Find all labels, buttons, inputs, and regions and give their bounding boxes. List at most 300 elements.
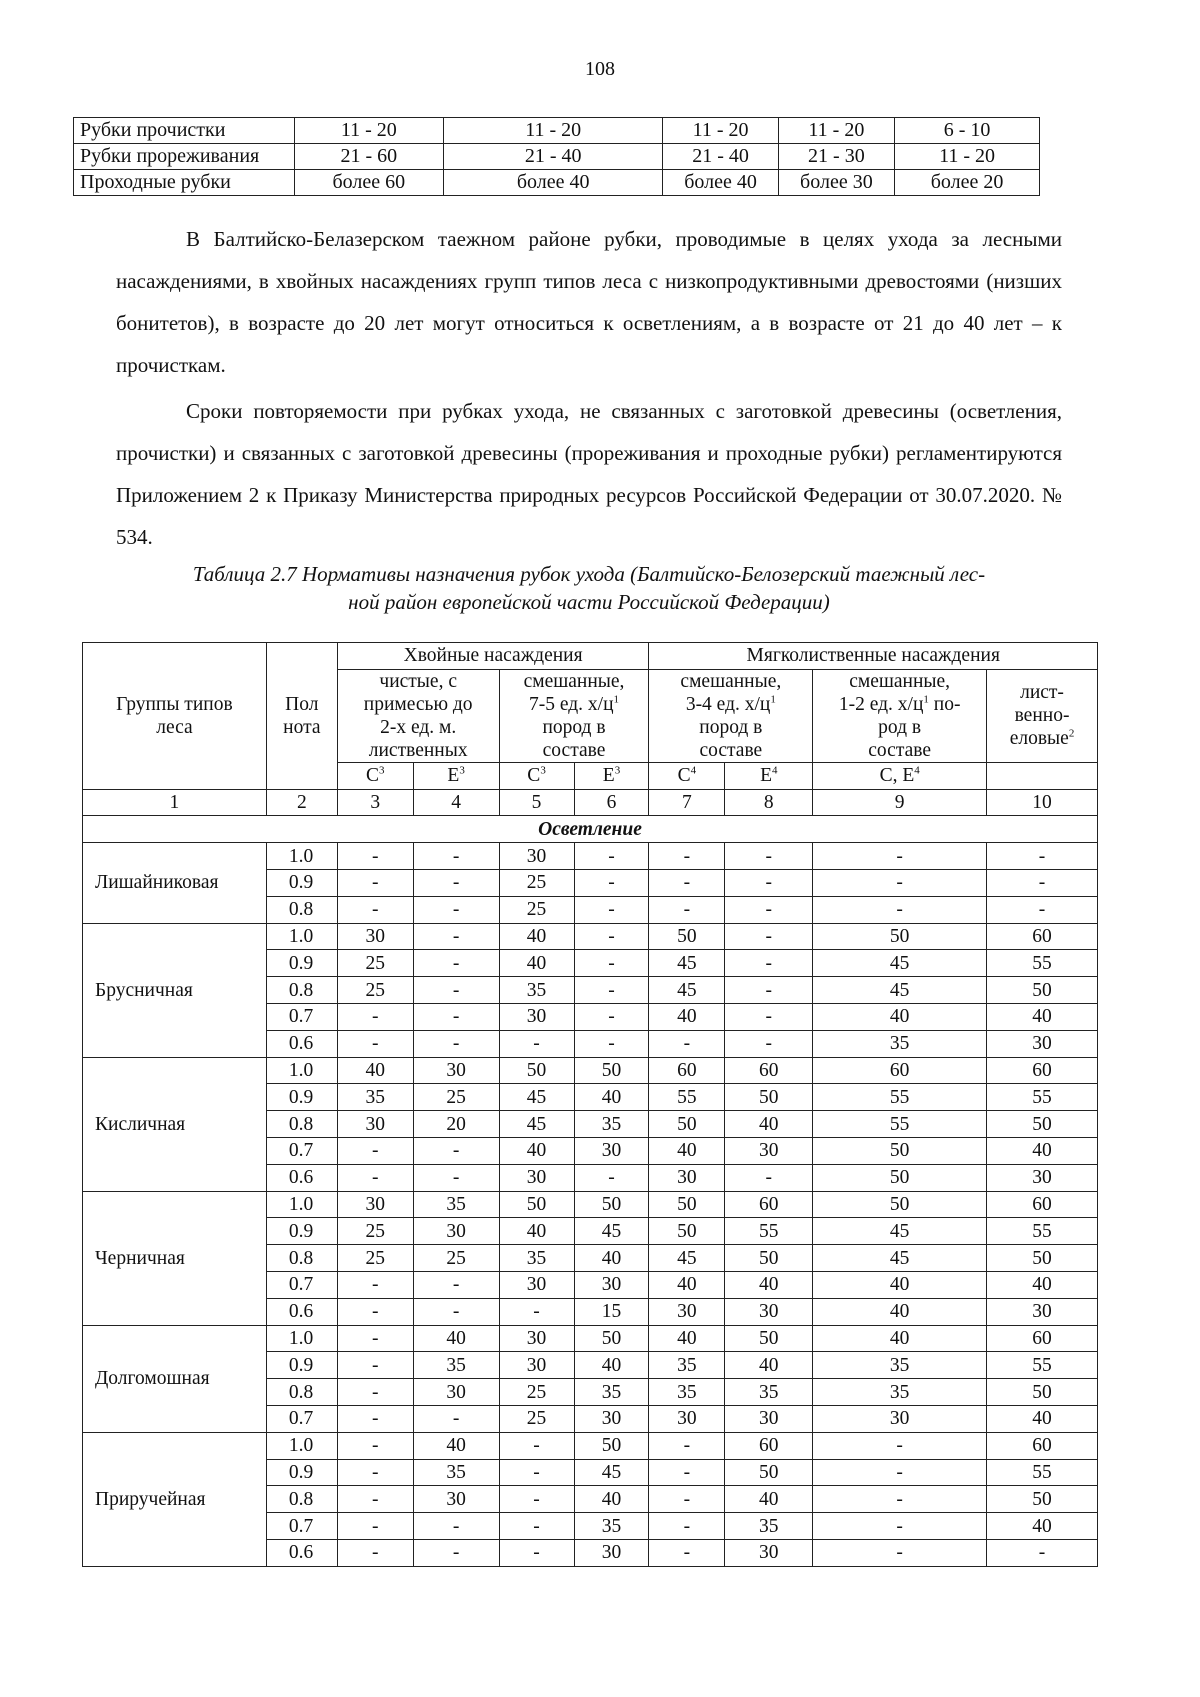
table-cell: - (337, 1405, 413, 1432)
top-table-row (74, 170, 1040, 196)
table-cell: 40 (725, 1111, 813, 1138)
header-text: 3-4 ед. х/ц (685, 693, 771, 715)
polnota-value: 0.9 (266, 1459, 337, 1486)
table-cell: - (813, 843, 987, 870)
row-label: Рубки прочистки (74, 118, 295, 144)
table-cell: 55 (649, 1084, 725, 1111)
table-cell: - (649, 1432, 725, 1459)
table-cell: - (337, 1271, 413, 1298)
table-cell: - (337, 1379, 413, 1406)
table-cell: 35 (813, 1352, 987, 1379)
header-text: Е (760, 765, 773, 787)
table-cell: более 40 (443, 170, 663, 196)
table-cell: 30 (337, 923, 413, 950)
table-cell: 40 (813, 1271, 987, 1298)
polnota-value: 0.8 (266, 1111, 337, 1138)
table-cell: 20 (413, 1111, 499, 1138)
table-cell: 11 - 20 (294, 118, 443, 144)
table-cell: - (337, 1513, 413, 1540)
table-cell: 40 (813, 1325, 987, 1352)
polnota-value: 0.6 (266, 1164, 337, 1191)
polnota-value: 0.9 (266, 1352, 337, 1379)
table-cell: 35 (337, 1084, 413, 1111)
polnota-value: 0.7 (266, 1513, 337, 1540)
table-cell: 50 (813, 1191, 987, 1218)
table-cell: - (337, 1352, 413, 1379)
header-text: венно- (1014, 705, 1070, 727)
header-text: 1-2 ед. х/ц (838, 693, 924, 715)
table-cell: 30 (725, 1298, 813, 1325)
col-number: 7 (649, 789, 725, 816)
table-cell: 50 (813, 1137, 987, 1164)
table-cell: более 60 (294, 170, 443, 196)
header-text: С (365, 765, 379, 787)
table-cell: 50 (725, 1459, 813, 1486)
table-cell: - (337, 843, 413, 870)
table-cell: - (499, 1030, 574, 1057)
polnota-value: 1.0 (266, 923, 337, 950)
table-cell: 50 (649, 1111, 725, 1138)
polnota-value: 1.0 (266, 1191, 337, 1218)
polnota-value: 0.8 (266, 896, 337, 923)
col-number: 9 (813, 789, 987, 816)
table-cell: 50 (813, 1164, 987, 1191)
table-cell: 50 (987, 1111, 1098, 1138)
header-text: Е (447, 765, 460, 787)
table-cell: - (574, 1003, 649, 1030)
table-cell: 40 (337, 1057, 413, 1084)
table-cell: 40 (413, 1325, 499, 1352)
polnota-value: 0.7 (266, 1003, 337, 1030)
table-cell: более 40 (663, 170, 778, 196)
polnota-value: 0.8 (266, 1379, 337, 1406)
table-cell: 30 (499, 1164, 574, 1191)
table-cell: - (337, 1459, 413, 1486)
header-deciduous-spruce (987, 669, 1098, 762)
table-cell: 30 (499, 1325, 574, 1352)
polnota-value: 0.6 (266, 1030, 337, 1057)
table-cell: 45 (649, 950, 725, 977)
page-number: 108 (585, 58, 615, 80)
table-cell: - (725, 1164, 813, 1191)
table-cell: - (574, 977, 649, 1004)
table-cell: 55 (987, 950, 1098, 977)
header-text: лист- (1020, 682, 1064, 704)
footnote-mark: 4 (914, 764, 920, 777)
header-text: нота (283, 716, 321, 738)
table-cell: 55 (987, 1084, 1098, 1111)
table-cell: - (725, 977, 813, 1004)
species-spruce (725, 762, 813, 789)
table-cell: - (813, 1459, 987, 1486)
header-conifer: Хвойные насаждения (337, 643, 649, 670)
table-cell: - (725, 843, 813, 870)
header-text: 2-х ед. м. (380, 716, 457, 738)
table-cell: 25 (499, 896, 574, 923)
polnota-value: 0.8 (266, 1486, 337, 1513)
table-cell: 6 - 10 (895, 118, 1040, 144)
col-number: 2 (266, 789, 337, 816)
group-name: Брусничная (83, 923, 267, 1057)
header-text: составе (868, 739, 931, 761)
table-cell: 50 (499, 1191, 574, 1218)
table-cell: 30 (413, 1218, 499, 1245)
table-cell: 45 (649, 1245, 725, 1272)
table-cell: 50 (813, 923, 987, 950)
caption-line: Таблица 2.7 Нормативы назначения рубок ухода (Балтийско-Белозерский таежный лес- (192, 562, 986, 586)
table-cell: 55 (987, 1218, 1098, 1245)
footnote-mark: 2 (1068, 727, 1075, 740)
table-cell: - (337, 1003, 413, 1030)
table-cell: - (813, 1539, 987, 1566)
polnota-value: 0.6 (266, 1539, 337, 1566)
table-cell: 25 (499, 869, 574, 896)
table-row (83, 1191, 1098, 1218)
header-text: смешанные, (523, 670, 625, 692)
header-group-types (83, 643, 267, 790)
table-cell: - (813, 1432, 987, 1459)
species-pine (499, 762, 574, 789)
table-cell: 30 (987, 1164, 1098, 1191)
table-cell: 30 (649, 1298, 725, 1325)
table-cell: 35 (499, 977, 574, 1004)
table-cell: 50 (987, 977, 1098, 1004)
table-cell: 35 (813, 1379, 987, 1406)
table-cell: - (499, 1432, 574, 1459)
header-text: С (677, 765, 691, 787)
table-cell: 30 (337, 1191, 413, 1218)
polnota-value: 0.7 (266, 1405, 337, 1432)
table-cell: 45 (499, 1111, 574, 1138)
table-cell: 50 (649, 1191, 725, 1218)
header-row (83, 643, 1098, 670)
top-table-row (74, 118, 1040, 144)
table-cell: - (413, 843, 499, 870)
table-cell: - (725, 950, 813, 977)
table-cell: - (574, 1164, 649, 1191)
polnota-value: 0.9 (266, 869, 337, 896)
table-cell: 60 (813, 1057, 987, 1084)
polnota-value: 1.0 (266, 1057, 337, 1084)
header-text: С (527, 765, 541, 787)
col-number: 10 (987, 789, 1098, 816)
paragraph-text: В Балтийско-Белазерском таежном районе рубки, проводимые в целях ухода за лесными насаждениями, в хвойных насаждениях групп типов леса с низкопродуктивными древостоями (низших бонитетов), в возрасте до 20 лет могут относиться к осветлениям, а в возрасте от 21 до 40 лет – к прочисткам. (116, 227, 1062, 377)
group-name: Приручейная (83, 1432, 267, 1566)
table-cell: - (574, 1030, 649, 1057)
table-cell: 30 (813, 1405, 987, 1432)
table-cell: 21 - 40 (663, 144, 778, 170)
table-cell: 40 (499, 1137, 574, 1164)
table-cell: 50 (574, 1191, 649, 1218)
header-text: 7-5 ед. х/ц (528, 693, 614, 715)
table-cell: 60 (725, 1057, 813, 1084)
header-text: составе (699, 739, 763, 761)
header-text: леса (156, 716, 193, 738)
footnote-mark: 1 (770, 693, 776, 706)
header-text: Е (602, 765, 615, 787)
table-cell: 40 (649, 1271, 725, 1298)
table-cell: 35 (574, 1111, 649, 1138)
table-cell: 30 (499, 1271, 574, 1298)
table-cell: 30 (413, 1486, 499, 1513)
table-cell: 40 (725, 1486, 813, 1513)
table-cell: - (813, 896, 987, 923)
table-cell: 25 (499, 1379, 574, 1406)
table-cell: 55 (725, 1218, 813, 1245)
table-cell: - (337, 1030, 413, 1057)
header-polnota (266, 643, 337, 790)
polnota-value: 0.7 (266, 1271, 337, 1298)
table-cell: - (499, 1459, 574, 1486)
table-cell: 45 (813, 1245, 987, 1272)
col-number: 8 (725, 789, 813, 816)
table-cell: - (413, 1003, 499, 1030)
caption-line: ной район европейской части Российской Федерации) (348, 590, 830, 614)
paragraph (116, 218, 1062, 386)
table-cell: 30 (649, 1405, 725, 1432)
table-cell: - (649, 869, 725, 896)
table-cell: 30 (413, 1057, 499, 1084)
table-cell: - (649, 1030, 725, 1057)
table-cell: - (725, 923, 813, 950)
table-cell: 30 (574, 1137, 649, 1164)
table-cell: 30 (499, 1352, 574, 1379)
table-cell: 40 (574, 1084, 649, 1111)
table-cell: 60 (649, 1057, 725, 1084)
table-cell: 40 (725, 1352, 813, 1379)
table-cell: - (413, 869, 499, 896)
table-cell: - (725, 1030, 813, 1057)
footnote-mark: 4 (690, 764, 697, 777)
table-cell: - (813, 869, 987, 896)
table-cell: 25 (413, 1084, 499, 1111)
table-cell: 40 (649, 1137, 725, 1164)
table-cell: 30 (499, 843, 574, 870)
table-cell: 55 (813, 1084, 987, 1111)
table-cell: 40 (413, 1432, 499, 1459)
table-cell: 40 (499, 950, 574, 977)
header-mixed-3-4 (649, 669, 813, 762)
polnota-value: 0.6 (266, 1298, 337, 1325)
table-cell: 40 (649, 1325, 725, 1352)
col-number: 1 (83, 789, 267, 816)
table-cell: 30 (725, 1539, 813, 1566)
table-cell: - (413, 1030, 499, 1057)
table-cell: - (649, 896, 725, 923)
header-text: чистые, с (379, 670, 457, 692)
table-cell: 55 (987, 1352, 1098, 1379)
table-cell: 11 - 20 (895, 144, 1040, 170)
table-cell: 30 (725, 1405, 813, 1432)
header-text: по- (928, 693, 961, 715)
table-cell: 30 (987, 1030, 1098, 1057)
table-cell: 35 (649, 1379, 725, 1406)
table-cell: 30 (725, 1137, 813, 1164)
table-cell: - (413, 950, 499, 977)
table-cell: 45 (649, 977, 725, 1004)
table-cell: 30 (337, 1111, 413, 1138)
table-cell: 35 (574, 1513, 649, 1540)
table-cell: - (413, 1298, 499, 1325)
table-cell: 11 - 20 (443, 118, 663, 144)
paragraph (116, 390, 1062, 558)
table-cell: 45 (813, 950, 987, 977)
table-cell: 60 (725, 1191, 813, 1218)
table-cell: 25 (499, 1405, 574, 1432)
column-numbers-row (83, 789, 1098, 816)
row-label: Проходные рубки (74, 170, 295, 196)
polnota-value: 1.0 (266, 1325, 337, 1352)
table-cell: - (499, 1539, 574, 1566)
table-cell: 60 (987, 923, 1098, 950)
header-text: смешанные, (680, 670, 782, 692)
table-cell: 40 (987, 1137, 1098, 1164)
table-cell: 11 - 20 (778, 118, 894, 144)
header-text: Группы типов (116, 693, 233, 715)
table-cell: 21 - 60 (294, 144, 443, 170)
table-cell: - (725, 869, 813, 896)
table-cell: 55 (813, 1111, 987, 1138)
table-cell: 30 (574, 1271, 649, 1298)
table-cell: - (987, 896, 1098, 923)
table-cell: - (574, 923, 649, 950)
table-row (83, 843, 1098, 870)
header-deciduous: Мягколиственные насаждения (649, 643, 1098, 670)
footnote-mark: 3 (378, 764, 385, 777)
table-cell: - (413, 1539, 499, 1566)
table-cell: 35 (725, 1379, 813, 1406)
table-cell: 50 (574, 1057, 649, 1084)
species-pine (337, 762, 413, 789)
group-name: Кисличная (83, 1057, 267, 1191)
table-cell: 50 (574, 1432, 649, 1459)
header-pure (337, 669, 499, 762)
table-cell: 40 (649, 1003, 725, 1030)
table-cell: более 20 (895, 170, 1040, 196)
footnote-mark: 3 (614, 764, 621, 777)
table-row (83, 923, 1098, 950)
table-cell: 21 - 30 (778, 144, 894, 170)
table-cell: 25 (413, 1245, 499, 1272)
table-cell: - (574, 869, 649, 896)
table-cell: - (574, 896, 649, 923)
table-cell: - (413, 896, 499, 923)
section-title: Осветление (83, 816, 1098, 843)
table-cell: 40 (987, 1271, 1098, 1298)
table-cell: 25 (337, 1218, 413, 1245)
table-cell: 50 (649, 1218, 725, 1245)
table-cell: 45 (574, 1218, 649, 1245)
table-cell: 50 (725, 1245, 813, 1272)
table-cell: более 30 (778, 170, 894, 196)
table-cell: 30 (574, 1405, 649, 1432)
header-text: род в (878, 716, 922, 738)
table-cell: 50 (987, 1486, 1098, 1513)
col-number: 5 (499, 789, 574, 816)
header-text: смешанные, (849, 670, 951, 692)
table-cell: 40 (574, 1352, 649, 1379)
table-row (83, 1325, 1098, 1352)
footnote-mark: 1 (923, 693, 929, 706)
table-cell: - (413, 1405, 499, 1432)
table-cell: 35 (413, 1352, 499, 1379)
polnota-value: 0.8 (266, 1245, 337, 1272)
group-name: Черничная (83, 1191, 267, 1325)
table-cell: - (813, 1513, 987, 1540)
table-cell: - (499, 1513, 574, 1540)
table-row (83, 1432, 1098, 1459)
header-text: пород в (542, 716, 606, 738)
footnote-mark: 3 (459, 764, 465, 777)
table-cell: 25 (337, 1245, 413, 1272)
header-text: лиственных (368, 739, 468, 761)
table-cell: - (987, 843, 1098, 870)
table-cell: - (987, 869, 1098, 896)
table-cell: 45 (574, 1459, 649, 1486)
header-text: С, Е (879, 765, 915, 787)
table-cell: - (649, 1513, 725, 1540)
table-cell: 60 (987, 1191, 1098, 1218)
header-mixed-7-5 (499, 669, 649, 762)
table-cell: - (413, 1137, 499, 1164)
table-cell: 35 (413, 1191, 499, 1218)
polnota-value: 0.9 (266, 950, 337, 977)
species-spruce (413, 762, 499, 789)
table-cell: - (413, 1513, 499, 1540)
table-cell: - (413, 977, 499, 1004)
species-pine-spruce (813, 762, 987, 789)
table-cell: 25 (337, 950, 413, 977)
row-label: Рубки прореживания (74, 144, 295, 170)
header-text: составе (542, 739, 606, 761)
table-cell: - (725, 896, 813, 923)
table-cell: 30 (987, 1298, 1098, 1325)
table-cell: 30 (649, 1164, 725, 1191)
table-cell: - (649, 1486, 725, 1513)
table-cell: 50 (725, 1325, 813, 1352)
species-pine (649, 762, 725, 789)
table-cell: 21 - 40 (443, 144, 663, 170)
table-cell: - (337, 1325, 413, 1352)
table-row (83, 1057, 1098, 1084)
main-table (82, 642, 1098, 1567)
table-cell: - (499, 1298, 574, 1325)
table-cell: 45 (813, 977, 987, 1004)
table-cell: 30 (574, 1539, 649, 1566)
header-mixed-1-2 (813, 669, 987, 762)
table-cell: 50 (574, 1325, 649, 1352)
table-cell: 35 (649, 1352, 725, 1379)
table-cell: - (413, 923, 499, 950)
table-cell: 11 - 20 (663, 118, 778, 144)
table-cell: - (337, 1432, 413, 1459)
table-cell: - (649, 843, 725, 870)
header-text: Пол (285, 693, 319, 715)
section-row (83, 816, 1098, 843)
table-cell: - (413, 1164, 499, 1191)
header-text: еловые (1009, 728, 1069, 750)
table-cell: - (725, 1003, 813, 1030)
col-number: 3 (337, 789, 413, 816)
table-cell: - (574, 950, 649, 977)
table-cell: 50 (987, 1245, 1098, 1272)
table-cell: - (574, 843, 649, 870)
table-cell: 15 (574, 1298, 649, 1325)
table-cell: 40 (813, 1298, 987, 1325)
species-spruce (574, 762, 649, 789)
footnote-mark: 1 (613, 693, 620, 706)
header-text: примесью до (363, 693, 473, 715)
